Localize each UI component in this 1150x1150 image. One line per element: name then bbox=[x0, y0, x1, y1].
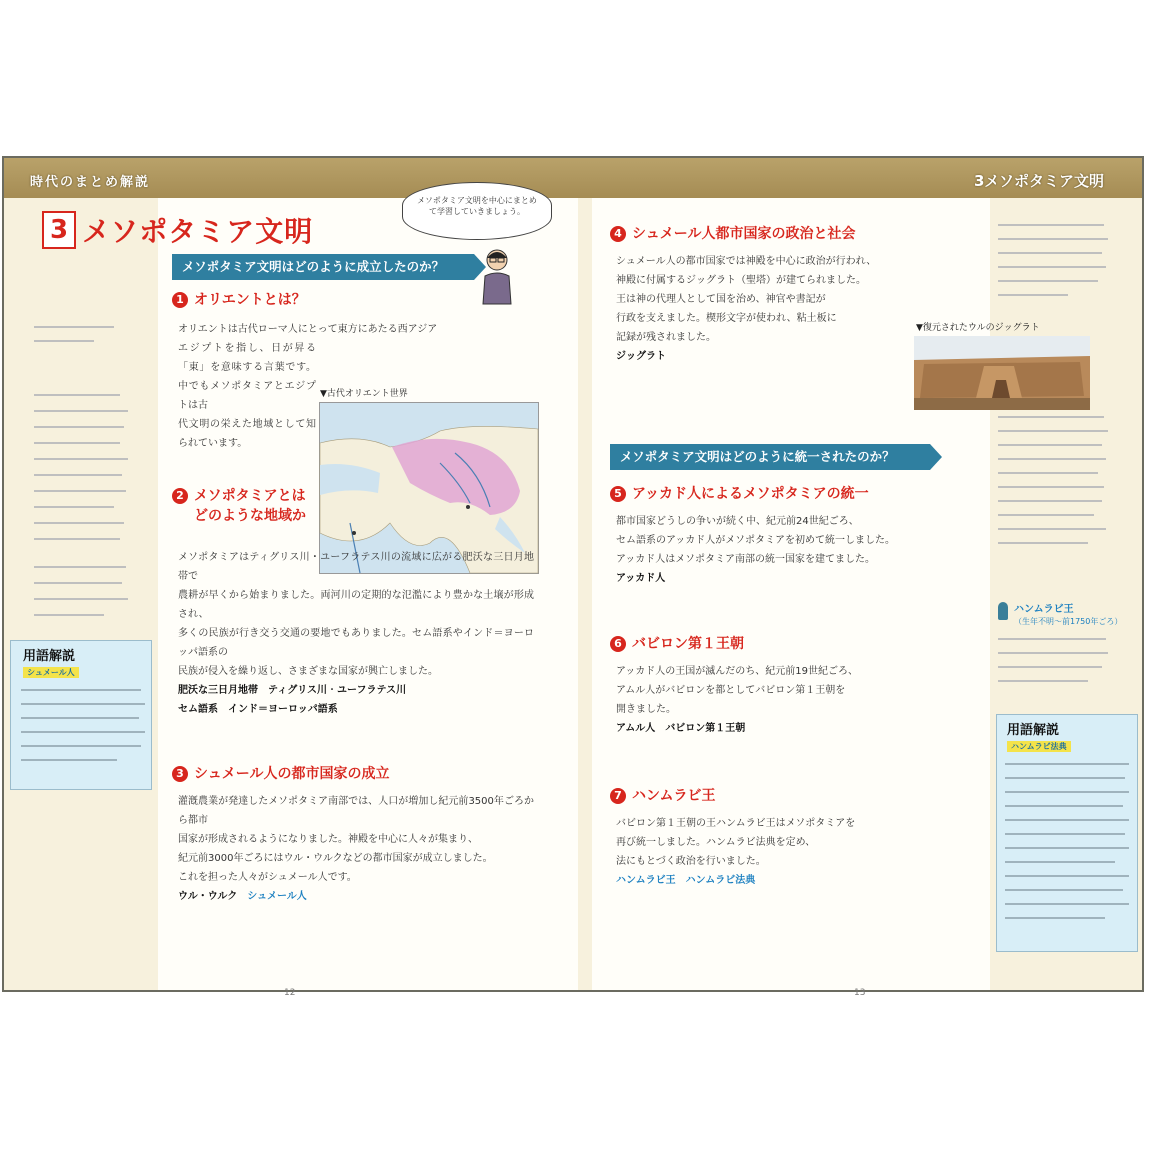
section-3-number: 3 bbox=[172, 766, 188, 782]
section-7-line: 再び統一しました。ハンムラビ法典を定め、 bbox=[616, 837, 816, 848]
section-5-line: 都市国家どうしの争いが続く中、紀元前24世紀ごろ、 bbox=[616, 516, 859, 527]
header-bar bbox=[4, 158, 1142, 198]
section-3-line: 国家が形成されるようになりました。神殿を中心に人々が集まり、 bbox=[178, 834, 478, 845]
section-2-title: メソポタミアとはどのような地域か bbox=[194, 488, 306, 524]
kw-indo: インド＝ヨーロッパ語系 bbox=[228, 704, 338, 715]
section-2-line: 民族が侵入を繰り返し、さまざまな国家が興亡しました。 bbox=[178, 666, 438, 677]
section-3-line: 灌漑農業が発達したメソポタミア南部では、人口が増加し紀元前3500年ごろから都市 bbox=[178, 796, 534, 826]
section-6-line: アッカド人の王国が滅んだのち、紀元前19世紀ごろ、 bbox=[616, 666, 859, 677]
kw-hammurabi: ハンムラビ王 bbox=[616, 875, 676, 886]
section-2-number: 2 bbox=[172, 488, 188, 504]
kw-ur: ウル・ウルク bbox=[178, 891, 238, 902]
section-5-line: アッカド人はメソポタミア南部の統一国家を建てました。 bbox=[616, 554, 875, 565]
section-2-line: 多くの民族が行き交う交通の要地でもありました。セム語系やインド＝ヨーロッパ語系の bbox=[178, 628, 534, 658]
section-1-number: 1 bbox=[172, 292, 188, 308]
glossary-term-right: ハンムラビ法典 bbox=[1007, 741, 1071, 752]
section-5-line: セム語系のアッカド人がメソポタミアを初めて統一しました。 bbox=[616, 535, 895, 546]
glossary-title: 用語解説 bbox=[23, 649, 76, 664]
section-7-heading bbox=[610, 786, 715, 806]
chapter-title: メソポタミア文明 bbox=[82, 215, 314, 248]
kw-amorite: アムル人 bbox=[616, 723, 656, 734]
map-caption: ▼古代オリエント世界 bbox=[320, 389, 408, 399]
chapter-heading bbox=[42, 210, 313, 250]
ziggurat-photo bbox=[914, 336, 1090, 410]
kw-ziggurat: ジッグラト bbox=[616, 351, 666, 362]
book-spread bbox=[2, 156, 1144, 998]
section-7-text bbox=[616, 814, 976, 890]
section-3-heading bbox=[172, 764, 389, 784]
section-5-heading bbox=[610, 484, 869, 504]
section-1-title: オリエントとは？ bbox=[194, 292, 306, 308]
section-6-line: アムル人がバビロンを都としてバビロン第１王朝を bbox=[616, 685, 846, 696]
kw-crescent: 肥沃な三日月地帯 bbox=[178, 685, 258, 696]
page-number-right: 13 bbox=[854, 988, 866, 998]
header-right-label: 3メソポタミア文明 bbox=[974, 172, 1104, 190]
section-banner-right: メソポタミア文明はどのように統一されたのか？ bbox=[610, 444, 930, 470]
section-7-line: バビロン第１王朝の王ハンムラビ王はメソポタミアを bbox=[616, 818, 856, 829]
section-1-line: 代文明の栄えた地域として知られています。 bbox=[178, 419, 316, 449]
section-6-heading bbox=[610, 634, 744, 654]
section-1-line: オリエントは古代ローマ人にとって東方にあたる西アジア bbox=[178, 324, 438, 335]
section-4-line: 神殿に付属するジッグラト（聖塔）が建てられました。 bbox=[616, 275, 866, 286]
section-5-title: アッカド人によるメソポタミアの統一 bbox=[632, 486, 869, 502]
section-4-number: 4 bbox=[610, 226, 626, 242]
section-4-heading bbox=[610, 224, 855, 244]
chapter-number: 3 bbox=[42, 211, 76, 249]
kw-sumer: シュメール人 bbox=[247, 891, 307, 902]
section-4-line: シュメール人の都市国家では神殿を中心に政治が行われ、 bbox=[616, 256, 877, 267]
glossary-title-right: 用語解説 bbox=[1007, 723, 1060, 738]
person-icon bbox=[998, 602, 1008, 620]
section-7-number: 7 bbox=[610, 788, 626, 804]
section-2-line: 農耕が早くから始まりました。両河川の定期的な氾濫により豊かな土壌が形成され、 bbox=[178, 590, 534, 620]
glossary-box-left bbox=[10, 640, 152, 790]
header-left-label: 時代のまとめ解説 bbox=[30, 175, 151, 190]
section-3-line: 紀元前3000年ごろにはウル・ウルクなどの都市国家が成立しました。 bbox=[178, 853, 493, 864]
section-4-line: 行政を支えました。楔形文字が使われ、粘土板に bbox=[616, 313, 837, 324]
speech-bubble: メソポタミア文明を中心にまとめて学習していきましょう。 bbox=[402, 182, 552, 240]
kw-akkad: アッカド人 bbox=[616, 573, 666, 584]
person-name: ハンムラビ王 bbox=[1014, 604, 1074, 615]
section-6-text bbox=[616, 662, 976, 738]
section-7-title: ハンムラビ王 bbox=[632, 788, 716, 804]
kw-euphrates: ユーフラテス川 bbox=[337, 685, 407, 696]
glossary-term: シュメール人 bbox=[23, 667, 79, 678]
section-4-title: シュメール人都市国家の政治と社会 bbox=[632, 226, 856, 242]
section-5-number: 5 bbox=[610, 486, 626, 502]
kw-code: ハンムラビ法典 bbox=[685, 875, 756, 886]
photo-caption: ▼復元されたウルのジッグラト bbox=[916, 323, 1040, 333]
page-number-left: 12 bbox=[284, 988, 296, 998]
section-4-line: 王は神の代理人として国を治め、神官や書記が bbox=[616, 294, 826, 305]
section-5-text bbox=[616, 512, 976, 588]
left-margin-column bbox=[4, 198, 156, 990]
section-banner-left: メソポタミア文明はどのように成立したのか？ bbox=[172, 254, 474, 280]
kw-babylon: バビロン第１王朝 bbox=[665, 723, 746, 734]
section-4-text bbox=[616, 252, 910, 366]
section-2-text: メソポタミアはティグリス川・ユーフラテス川の流域に広がる肥沃な三日月地帯で 農耕が早くから始まりました。両河川の定期的な氾濫により豊かな土壌が形成され、 多くの民族が行き交う交通の要地でもありました。セム語系やインド＝ヨーロッパ語系の 民族が侵入を繰り返し、さまざまな国家が興亡しました。 肥沃な三日月地帯 ティグリス川・ユーフラテス川 セム語系 インド＝ヨーロッパ語系 bbox=[178, 548, 534, 719]
section-6-number: 6 bbox=[610, 636, 626, 652]
section-1-line: エジプトを指し、日が昇る「東」を意味する言葉です。中でもメソポタミアとエジプトは古 bbox=[178, 343, 316, 411]
section-6-title: バビロン第１王朝 bbox=[632, 636, 744, 652]
glossary-box-right bbox=[996, 714, 1138, 952]
section-7-line: 法にもとづく政治を行いました。 bbox=[616, 856, 766, 867]
kw-tigris: ティグリス川 bbox=[268, 685, 327, 696]
section-2-heading bbox=[172, 486, 312, 526]
section-2-line: メソポタミアはティグリス川・ユーフラテス川の流域に広がる肥沃な三日月地帯で bbox=[178, 552, 534, 582]
section-3-line: これを担った人々がシュメール人です。 bbox=[178, 872, 357, 883]
kw-semitic: セム語系 bbox=[178, 704, 218, 715]
section-3-text bbox=[178, 792, 534, 906]
section-4-line: 記録が残されました。 bbox=[616, 332, 716, 343]
person-years: （生年不明〜前1750年ごろ） bbox=[1014, 617, 1123, 626]
section-6-line: 開きました。 bbox=[616, 704, 676, 715]
section-3-title: シュメール人の都市国家の成立 bbox=[194, 766, 390, 782]
